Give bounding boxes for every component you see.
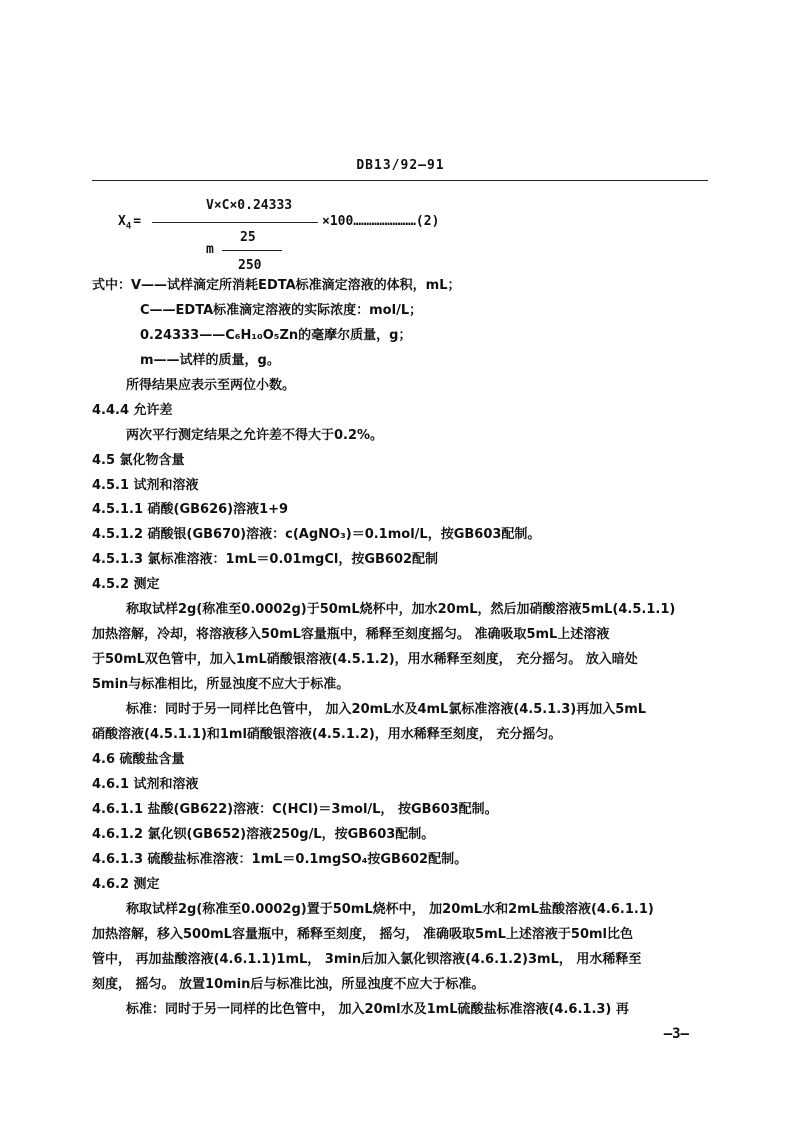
formula-inner-fraction-bar	[222, 250, 282, 251]
text-line: 标准：同时于另一同样的比色管中， 加入20ml水及1mL硫酸盐标准溶液(4.6.1.3) 再	[126, 1002, 629, 1017]
text-line: 于50mL双色管中，加入1mL硝酸银溶液(4.5.1.2)，用水稀释至刻度， 充分摇匀。 放入暗处	[92, 652, 638, 667]
formula-inner-denominator: 250	[238, 258, 262, 273]
text-line: 4.5.1.3 氯标准溶液：1mL＝0.01mgCl，按GB602配制	[92, 552, 439, 567]
text-line: 管中， 再加盐酸溶液(4.6.1.1)1mL， 3min后加入氯化钡溶液(4.6.1.2)3mL， 用水稀释至	[92, 952, 642, 967]
text-line: 4.5.1.2 硝酸银(GB670)溶液：c(AgNO₃)＝0.1mol/L，按GB603配制。	[92, 527, 541, 542]
text-line: 式中：V——试样滴定所消耗EDTA标准滴定溶液的体积，mL；	[92, 278, 461, 293]
text-line: 标准：同时于另一同样比色管中， 加入20mL水及4mL氯标准溶液(4.5.1.3)再加入5mL	[126, 702, 647, 717]
text-line: 称取试样2g(称准至0.0002g)置于50mL烧杯中， 加20mL水和2mL盐酸溶液(4.6.1.1)	[126, 902, 654, 917]
text-line: 两次平行测定结果之允许差不得大于0.2%。	[126, 428, 384, 443]
formula-denominator-m: m	[206, 242, 214, 257]
formula-tail: ×100……………………(2)	[322, 214, 440, 229]
formula-inner-numerator: 25	[240, 230, 256, 245]
page-number: —3—	[663, 1026, 689, 1042]
formula-lhs: $X_4$ =	[118, 214, 142, 232]
text-line: 称取试样2g(称准至0.0002g)于50mL烧杯中，加水20mL，然后加硝酸溶液5mL(4.5.1.1)	[126, 602, 676, 617]
document-code-header: DB13/92—91	[356, 158, 445, 173]
section-heading: 4.6.1 试剂和溶液	[92, 777, 199, 792]
text-line: 4.6.1.3 硫酸盐标准溶液：1mL＝0.1mgSO₄按GB602配制。	[92, 852, 468, 867]
section-heading: 4.5.2 测定	[92, 577, 160, 592]
text-line: 硝酸溶液(4.5.1.1)和1ml硝酸银溶液(4.5.1.2)，用水稀释至刻度， 充分摇匀。	[92, 727, 562, 742]
formula-numerator: V×C×0.24333	[206, 198, 293, 213]
text-line: 4.6.1.1 盐酸(GB622)溶液：C(HCl)＝3mol/L， 按GB603配制。	[92, 802, 498, 817]
text-line: 刻度， 摇匀。 放置10min后与标准比浊，所显浊度不应大于标准。	[92, 977, 485, 992]
text-line: 加热溶解，冷却，将溶液移入50mL容量瓶中，稀释至刻度摇匀。 准确吸取5mL上述溶液	[92, 627, 610, 642]
section-heading: 4.6 硫酸盐含量	[92, 752, 185, 767]
section-heading: 4.5 氯化物含量	[92, 453, 185, 468]
text-line: 0.24333——C₆H₁₀O₅Zn的毫摩尔质量，g；	[140, 328, 412, 343]
header-rule	[92, 180, 708, 181]
text-line: 4.6.1.2 氯化钡(GB652)溶液250g/L，按GB603配制。	[92, 827, 435, 842]
formula-main-fraction-bar	[152, 222, 318, 223]
text-line: 4.5.1.1 硝酸(GB626)溶液1+9	[92, 502, 289, 517]
section-heading: 4.5.1 试剂和溶液	[92, 478, 199, 493]
text-line: C——EDTA标准滴定溶液的实际浓度：mol/L；	[140, 303, 423, 318]
text-line: m——试样的质量，g。	[140, 353, 280, 368]
text-line: 所得结果应表示至两位小数。	[126, 378, 296, 393]
section-heading: 4.4.4 允许差	[92, 403, 173, 418]
section-heading: 4.6.2 测定	[92, 877, 160, 892]
text-line: 加热溶解，移入500mL容量瓶中，稀释至刻度， 摇匀， 准确吸取5mL上述溶液于50ml比色	[92, 927, 633, 942]
text-line: 5min与标准相比，所显浊度不应大于标准。	[92, 677, 350, 692]
